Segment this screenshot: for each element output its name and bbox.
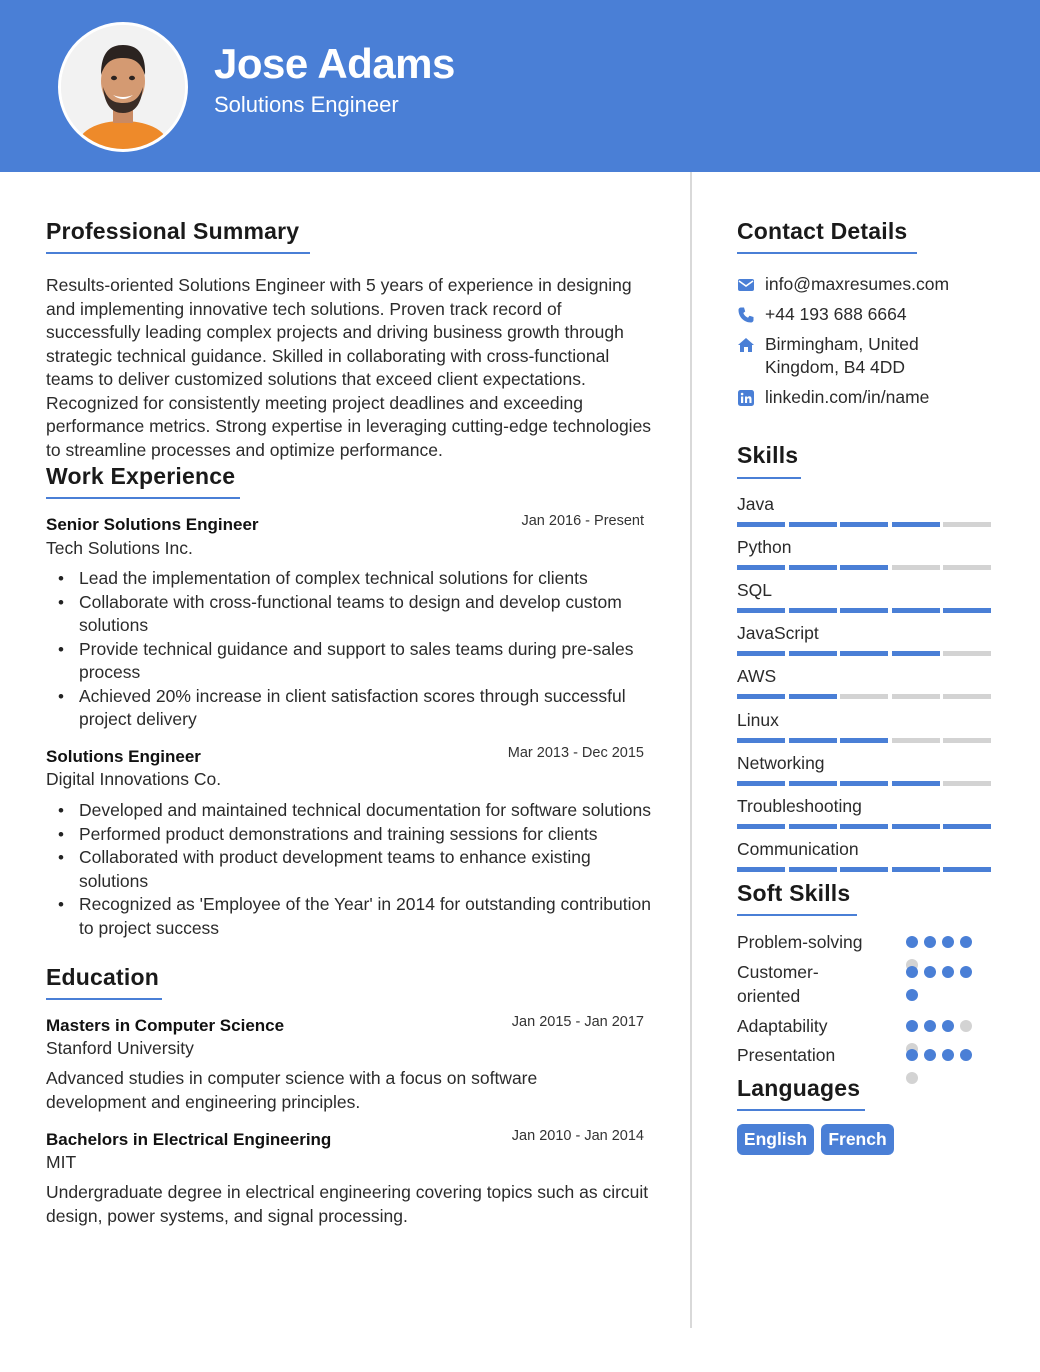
- skill-segment-empty: [943, 694, 991, 699]
- summary-heading: Professional Summary: [46, 218, 300, 244]
- skill-segment-filled: [943, 824, 991, 829]
- rating-dot-filled: [960, 966, 972, 978]
- rating-dot-filled: [906, 966, 918, 978]
- skill-segment-filled: [892, 867, 940, 872]
- contact-phone-text[interactable]: +44 193 688 6664: [765, 304, 907, 324]
- contact-phone: [737, 303, 997, 327]
- languages-heading: Languages: [737, 1075, 861, 1101]
- skill-segment-empty: [943, 565, 991, 570]
- rating-dot-filled: [906, 936, 918, 948]
- education-description: Undergraduate degree in electrical engineering covering topics such as circuit design, power systems, and signal processing.: [46, 1182, 649, 1226]
- skill-segment-filled: [840, 781, 888, 786]
- language-tag-french: French: [821, 1124, 894, 1155]
- soft-skills-heading: Soft Skills: [737, 880, 851, 906]
- rating-dot-empty: [906, 1072, 918, 1084]
- skill-level-bar: [737, 824, 993, 829]
- person-avatar-icon: [61, 25, 185, 149]
- skill-segment-filled: [789, 867, 837, 872]
- skill-segment-filled: [737, 824, 785, 829]
- skill-segment-filled: [840, 867, 888, 872]
- skill-level-bar: [737, 651, 993, 656]
- skill-segment-filled: [840, 522, 888, 527]
- skills-heading-underline: [737, 477, 801, 479]
- skill-segment-empty: [892, 565, 940, 570]
- skill-segment-filled: [892, 781, 940, 786]
- school-name: MIT: [46, 1152, 77, 1172]
- contact-linkedin: [737, 386, 997, 410]
- skill-segment-empty: [943, 522, 991, 527]
- summary-heading-underline: [46, 252, 310, 254]
- contact-heading: Contact Details: [737, 218, 908, 244]
- languages-heading-underline: [737, 1109, 865, 1111]
- skill-segment-filled: [789, 824, 837, 829]
- job-bullet: • Recognized as 'Employee of the Year' in 2014 for outstanding contribution to project success: [46, 893, 652, 940]
- skills-heading: Skills: [737, 442, 799, 468]
- skill-segment-filled: [943, 608, 991, 613]
- soft-skill-name: Customer-oriented: [737, 962, 819, 1006]
- job-date: Jan 2016 - Present: [521, 513, 644, 529]
- job-bullet: • Collaborate with cross-functional teams to design and develop custom solutions: [46, 591, 652, 638]
- rating-dot-filled: [906, 1020, 918, 1032]
- job-bullet: • Collaborated with product development teams to enhance existing solutions: [46, 846, 652, 893]
- skill-segment-filled: [737, 867, 785, 872]
- skill-name: JavaScript: [737, 623, 819, 644]
- rating-dot-filled: [924, 936, 936, 948]
- skill-name: Linux: [737, 709, 779, 730]
- skill-segment-empty: [892, 694, 940, 699]
- education-date: Jan 2010 - Jan 2014: [511, 1128, 644, 1144]
- rating-dot-empty: [960, 1020, 972, 1032]
- skill-segment-filled: [789, 738, 837, 743]
- skill-segment-filled: [840, 565, 888, 570]
- rating-dot-filled: [942, 966, 954, 978]
- education-description: Advanced studies in computer science with a focus on software development and engineering principles.: [46, 1068, 538, 1112]
- rating-dot-filled: [942, 1020, 954, 1032]
- skill-name: Networking: [737, 752, 825, 773]
- skill-segment-filled: [789, 608, 837, 613]
- skill-segment-filled: [840, 738, 888, 743]
- experience-heading: Work Experience: [46, 463, 236, 489]
- skill-segment-filled: [892, 824, 940, 829]
- skill-segment-empty: [943, 738, 991, 743]
- job-title: Solutions Engineer: [46, 747, 201, 766]
- skill-segment-filled: [789, 565, 837, 570]
- candidate-name: Jose Adams: [214, 40, 455, 87]
- skill-segment-filled: [737, 651, 785, 656]
- contact-address-text: Birmingham, United Kingdom, B4 4DD: [765, 334, 919, 377]
- skill-segment-filled: [789, 781, 837, 786]
- rating-dot-filled: [942, 936, 954, 948]
- skill-level-bar: [737, 694, 993, 699]
- job-bullet: • Lead the implementation of complex technical solutions for clients: [46, 567, 652, 591]
- job-date: Mar 2013 - Dec 2015: [507, 745, 644, 761]
- skill-name: Communication: [737, 838, 859, 859]
- education-date: Jan 2015 - Jan 2017: [511, 1014, 644, 1030]
- resume-header: [0, 0, 1040, 172]
- skill-segment-filled: [737, 522, 785, 527]
- rating-dot-filled: [906, 1049, 918, 1061]
- skill-segment-filled: [737, 738, 785, 743]
- skill-segment-empty: [840, 694, 888, 699]
- contact-heading-underline: [737, 252, 917, 254]
- skill-segment-filled: [943, 867, 991, 872]
- rating-dot-filled: [924, 1020, 936, 1032]
- skill-segment-filled: [840, 651, 888, 656]
- skill-level-bar: [737, 781, 993, 786]
- rating-dot-filled: [906, 989, 918, 1001]
- rating-dot-filled: [942, 1049, 954, 1061]
- skill-level-bar: [737, 738, 993, 743]
- skill-level-bar: [737, 522, 993, 527]
- job-bullet: • Developed and maintained technical documentation for software solutions: [46, 799, 652, 823]
- job-company: Tech Solutions Inc.: [46, 538, 193, 558]
- phone-icon: [737, 306, 755, 324]
- skill-segment-empty: [892, 738, 940, 743]
- degree-title: Bachelors in Electrical Engineering: [46, 1130, 332, 1149]
- column-divider: [690, 172, 692, 1328]
- rating-dot-filled: [924, 1049, 936, 1061]
- job-bullet: • Performed product demonstrations and training sessions for clients: [46, 823, 652, 847]
- job-title: Senior Solutions Engineer: [46, 515, 259, 534]
- soft-skill-name: Presentation: [737, 1045, 836, 1065]
- skill-segment-filled: [892, 522, 940, 527]
- skill-segment-filled: [892, 608, 940, 613]
- job-bullets: [46, 567, 652, 732]
- rating-dot-filled: [960, 936, 972, 948]
- summary-text: Results-oriented Solutions Engineer with 5 years of experience in designing and implementing innovative tech solutions. Proven track record of successfully leading complex projects and driving business growth through strategic technical guidance. Skilled in collaborating with cross-functional teams to deliver customized solutions that exceed client expectations. Recognized for consistently meeting project deadlines and exceeding performance metrics. Strong expertise in leveraging cutting-edge technologies to streamline processes and optimize performance.: [46, 275, 652, 460]
- skill-name: Troubleshooting: [737, 795, 862, 816]
- skill-segment-filled: [840, 608, 888, 613]
- linkedin-icon: [737, 389, 755, 407]
- home-icon: [737, 336, 755, 354]
- skill-segment-filled: [789, 651, 837, 656]
- experience-heading-underline: [46, 497, 240, 499]
- skill-segment-filled: [737, 781, 785, 786]
- email-icon: [737, 276, 755, 294]
- skill-level-bar: [737, 565, 993, 570]
- job-bullet: • Provide technical guidance and support to sales teams during pre-sales process: [46, 638, 652, 685]
- soft-skill-name: Problem-solving: [737, 932, 863, 952]
- rating-dot-filled: [924, 966, 936, 978]
- profile-photo: [58, 22, 188, 152]
- education-heading: Education: [46, 964, 159, 990]
- skill-segment-empty: [943, 781, 991, 786]
- skill-level-bar: [737, 867, 993, 872]
- education-heading-underline: [46, 998, 162, 1000]
- job-bullet: • Achieved 20% increase in client satisfaction scores through successful project delivery: [46, 685, 652, 732]
- contact-email-text[interactable]: info@maxresumes.com: [765, 274, 950, 294]
- job-bullets: [46, 799, 652, 940]
- soft-skill-name: Adaptability: [737, 1016, 828, 1036]
- skill-name: Python: [737, 537, 792, 558]
- skill-name: AWS: [737, 666, 777, 687]
- skill-name: Java: [737, 494, 774, 514]
- skill-level-bar: [737, 608, 993, 613]
- language-tag-english: English: [737, 1124, 814, 1155]
- skill-segment-filled: [789, 694, 837, 699]
- skill-name: SQL: [737, 580, 773, 601]
- skill-segment-empty: [943, 651, 991, 656]
- skill-segment-filled: [737, 565, 785, 570]
- skill-segment-filled: [840, 824, 888, 829]
- soft-skills-heading-underline: [737, 914, 857, 916]
- school-name: Stanford University: [46, 1038, 194, 1058]
- skill-segment-filled: [789, 522, 837, 527]
- rating-dot-filled: [960, 1049, 972, 1061]
- skill-segment-filled: [892, 651, 940, 656]
- contact-linkedin-text[interactable]: linkedin.com/in/name: [765, 387, 930, 407]
- candidate-title: Solutions Engineer: [214, 92, 399, 117]
- contact-email: [737, 273, 997, 297]
- degree-title: Masters in Computer Science: [46, 1016, 285, 1035]
- skill-segment-filled: [737, 694, 785, 699]
- contact-address: [737, 333, 997, 381]
- skill-segment-filled: [737, 608, 785, 613]
- job-company: Digital Innovations Co.: [46, 769, 222, 789]
